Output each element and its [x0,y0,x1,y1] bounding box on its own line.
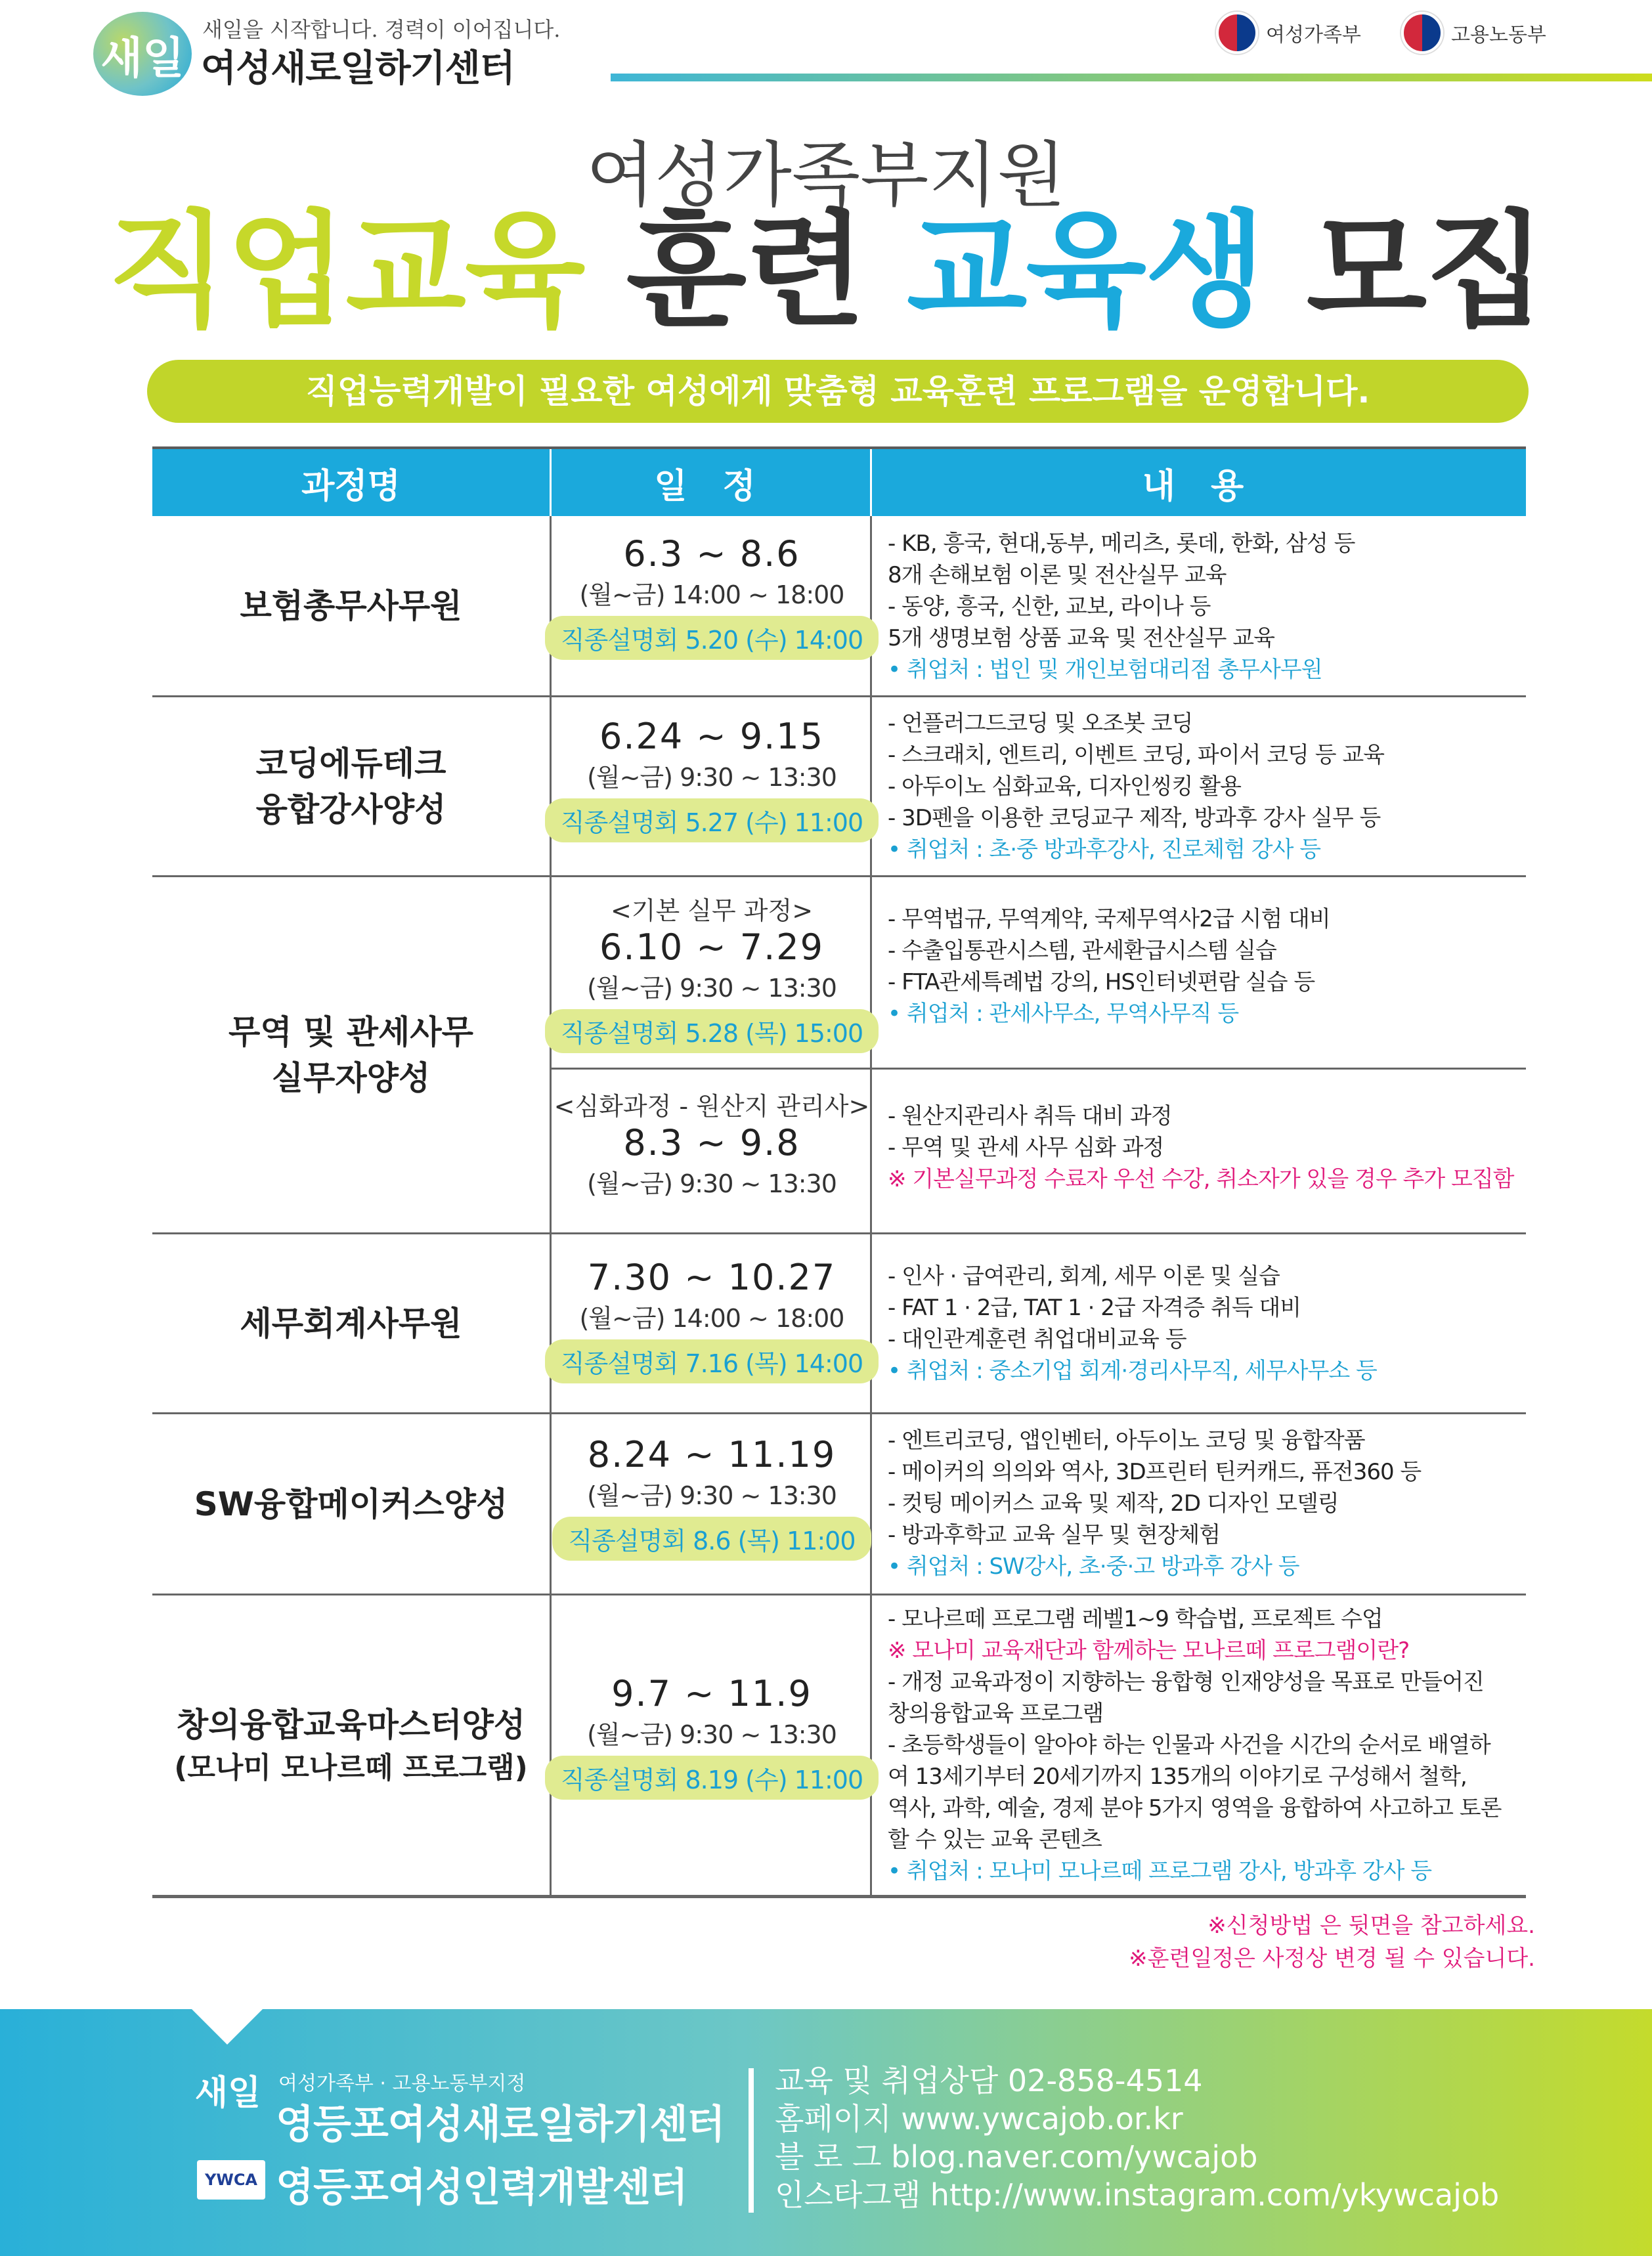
contact-phone: 교육 및 취업상담 02-858-4514 [775,2063,1203,2098]
content-line: 여 13세기부터 20세기까지 135개의 이야기로 구성해서 철학, [888,1764,1467,1790]
sub-course-label: <심화과정 - 원산지 관리사> [554,1092,870,1121]
schedule-cell [552,877,872,1232]
content-line: - 개정 교육과정이 지향하는 융합형 인재양성을 목표로 만들어진 [888,1669,1484,1695]
contact-blog[interactable]: 블 로 그 blog.naver.com/ywcajob [775,2139,1258,2175]
info-session-badge: 직종설명회 5.28 (목) 15:00 [545,1009,879,1053]
course-dates: 6.3 ~ 8.6 [623,533,800,575]
content-line: - 원산지관리사 취득 대비 과정 [888,1103,1172,1129]
course-name: 실무자양성 [271,1058,431,1097]
intro-banner: 직업능력개발이 필요한 여성에게 맞춤형 교육훈련 프로그램을 운영합니다. [147,360,1529,423]
contact-homepage[interactable]: 홈페이지 www.ywcajob.or.kr [775,2101,1183,2137]
info-session-badge: 직종설명회 5.20 (수) 14:00 [545,616,879,660]
info-session-badge: 직종설명회 5.27 (수) 11:00 [545,798,879,842]
job-placement: • 취업처 : 법인 및 개인보험대리점 총무사무원 [888,657,1322,683]
headline [0,198,1652,343]
priority-note: ※ 기본실무과정 수료자 우선 수강, 취소자가 있을 경우 추가 모집함 [888,1166,1514,1192]
header-accent-line [611,74,1652,81]
content-lines-basic [888,903,1518,1030]
content-line: - 방과후학교 교육 실무 및 현장체험 [888,1522,1221,1548]
course-time: (월~금) 9:30 ~ 13:30 [587,763,837,792]
schedule-advanced [552,1086,872,1200]
course-time: (월~금) 14:00 ~ 18:00 [579,1304,844,1333]
content-line: - 아두이노 심화교육, 디자인씽킹 활용 [888,773,1241,800]
schedule-cell [552,1414,872,1594]
content-cell [872,1414,1526,1594]
table-row [152,1595,1526,1895]
center-name: 여성새로일하기센터 [201,47,515,90]
footer-notch [192,2009,263,2045]
contact-instagram[interactable]: 인스타그램 http://www.instagram.com/ykywcajob [775,2177,1500,2213]
ministry-gender-equality [1216,12,1361,54]
header-content: 내 용 [1142,466,1256,506]
schedule-basic [552,890,872,1053]
content-line: - 수출입통관시스템, 관세환급시스템 실습 [888,938,1276,964]
course-name: 코딩에듀테크 [255,744,446,783]
headline-part1: 직업교육 [107,198,584,343]
content-line: - 동양, 흥국, 신한, 교보, 라이나 등 [888,594,1211,620]
job-placement: • 취업처 : 모나미 모나르떼 프로그램 강사, 방과후 강사 등 [888,1858,1432,1884]
schedule [552,716,872,842]
headline-part4: 모집 [1306,198,1545,343]
sub-course-label: <기본 실무 과정> [610,896,814,925]
course-name: 세무회계사무원 [240,1304,462,1343]
content-line: - 3D펜을 이용한 코딩교구 제작, 방과후 강사 실무 등 [888,805,1381,831]
content-line: - 스크래치, 엔트리, 이벤트 코딩, 파이서 코딩 등 교육 [888,742,1385,768]
course-name: 보험총무사무원 [240,586,462,625]
course-name: SW융합메이커스양성 [194,1485,508,1523]
table-row [152,516,1526,697]
table-header [152,446,1526,516]
job-placement: • 취업처 : 관세사무소, 무역사무직 등 [888,1001,1239,1027]
content-lines [888,1425,1518,1582]
content-lines-advanced [888,1100,1518,1195]
content-line: - 모나르떼 프로그램 레벨1~9 학습법, 프로젝트 수업 [888,1606,1383,1632]
course-name: 무역 및 관세사무 [228,1012,473,1051]
content-cell [872,1234,1526,1412]
taegeuk-emblem-icon [1216,12,1258,54]
table-row [152,697,1526,877]
content-lines [888,1603,1518,1887]
course-time: (월~금) 9:30 ~ 13:30 [587,1481,837,1510]
table-row [152,1234,1526,1414]
footer-org2-name: 영등포여성인력개발센터 [276,2165,687,2211]
course-name-cell [152,1595,552,1895]
content-line: - 초등학생들이 알아야 하는 인물과 사건을 시간의 순서로 배열하 [888,1732,1490,1758]
content-line: - 컷팅 메이커스 교육 및 제작, 2D 디자인 모델링 [888,1490,1339,1517]
program-note: ※ 모나미 교육재단과 함께하는 모나르떼 프로그램이란? [888,1638,1410,1664]
content-line: - 메이커의 의의와 역사, 3D프린터 틴커캐드, 퓨전360 등 [888,1459,1422,1485]
content-lines [888,528,1518,685]
schedule-cell [552,697,872,875]
course-dates: 6.10 ~ 7.29 [599,926,825,968]
course-dates: 6.24 ~ 9.15 [599,716,825,757]
footer-saeil-logo: 새일 [194,2072,261,2113]
tagline: 새일을 시작합니다. 경력이 이어집니다. [202,17,561,42]
schedule-cell [552,1595,872,1895]
footer-contacts [775,2062,1499,2214]
footer-divider [749,2068,754,2213]
job-placement: • 취업처 : 중소기업 회계·경리사무직, 세무사무소 등 [888,1358,1377,1384]
content-lines [888,708,1518,865]
schedule-cell [552,1234,872,1412]
schedule [552,1257,872,1383]
footer-org-designation: 여성가족부 · 고용노동부지정 [278,2072,526,2095]
content-line: 역사, 과학, 예술, 경제 분야 5가지 영역을 융합하여 사고하고 토론 [888,1795,1502,1821]
content-lines [888,1261,1518,1387]
schedule [552,533,872,660]
table-row [152,1414,1526,1595]
footnote: ※훈련일정은 사정상 변경 될 수 있습니다. [1129,1945,1535,1972]
content-line: - 대인관계훈련 취업대비교육 등 [888,1326,1186,1353]
table-row [152,877,1526,1234]
course-name: 창의융합교육마스터양성 [176,1706,526,1745]
schedule-cell [552,516,872,695]
info-session-badge: 직종설명회 8.6 (목) 11:00 [552,1517,871,1561]
job-placement: • 취업처 : SW강사, 초·중·고 방과후 강사 등 [888,1553,1299,1580]
content-cell [872,516,1526,695]
course-name-sub: (모나미 모나르떼 프로그램) [174,1751,528,1785]
course-dates: 9.7 ~ 11.9 [611,1673,812,1714]
course-time: (월~금) 14:00 ~ 18:00 [579,580,844,609]
header-schedule: 일 정 [552,449,872,516]
schedule [552,1673,872,1800]
course-name: 융합강사양성 [255,790,446,829]
content-cell [872,877,1526,1232]
content-cell [872,1595,1526,1895]
content-line: 할 수 있는 교육 콘텐츠 [888,1827,1102,1853]
course-time: (월~금) 9:30 ~ 13:30 [587,974,837,1003]
footer-org-name: 영등포여성새로일하기센터 [276,2102,725,2148]
course-name-cell [152,1414,552,1594]
course-time: (월~금) 9:30 ~ 13:30 [587,1169,837,1198]
content-line: 창의융합교육 프로그램 [888,1701,1104,1727]
taegeuk-emblem-icon [1401,12,1443,54]
headline-part2: 훈련 [626,198,865,343]
content-line: 5개 생명보험 상품 교육 및 전산실무 교육 [888,625,1274,651]
headline-part3: 교육생 [906,198,1265,343]
content-line: - 무역 및 관세 사무 심화 과정 [888,1135,1164,1161]
header-course-name: 과정명 [152,449,552,516]
ministry-label: 여성가족부 [1266,24,1361,47]
course-name-cell [152,877,552,1232]
ministry-label: 고용노동부 [1451,24,1546,47]
content-line: - FAT 1 · 2급, TAT 1 · 2급 자격증 취득 대비 [888,1295,1301,1321]
saeil-logo-text: 새일 [100,32,185,83]
course-dates: 8.3 ~ 9.8 [623,1122,800,1163]
content-line: - KB, 흥국, 현대,동부, 메리츠, 롯데, 한화, 삼성 등 [888,531,1355,557]
supertitle: 여성가족부지원 [586,135,1066,217]
content-line: - 엔트리코딩, 앱인벤터, 아두이노 코딩 및 융합작품 [888,1427,1365,1454]
info-session-badge: 직종설명회 8.19 (수) 11:00 [545,1756,879,1800]
info-session-badge: 직종설명회 7.16 (목) 14:00 [545,1339,879,1383]
table-bottom-rule [152,1895,1526,1898]
course-name-cell [152,516,552,695]
course-name-cell [152,1234,552,1412]
footnote: ※신청방법 은 뒷면을 참고하세요. [1207,1913,1535,1939]
content-line: - 무역법규, 무역계약, 국제무역사2급 시험 대비 [888,906,1330,932]
content-line: - 인사 · 급여관리, 회계, 세무 이론 및 실습 [888,1263,1280,1290]
content-line: 8개 손해보험 이론 및 전산실무 교육 [888,562,1227,588]
content-line: - FTA관세특례법 강의, HS인터넷편람 실습 등 [888,969,1315,995]
course-time: (월~금) 9:30 ~ 13:30 [587,1720,837,1749]
ywca-logo: YWCA [197,2160,265,2200]
ministry-labor [1401,12,1546,54]
job-placement: • 취업처 : 초·중 방과후강사, 진로체험 강사 등 [888,836,1321,863]
course-name-cell [152,697,552,875]
schedule [552,1434,872,1561]
course-dates: 8.24 ~ 11.19 [587,1434,837,1475]
content-cell [872,697,1526,875]
footnotes [1129,1909,1535,1975]
content-line: - 언플러그드코딩 및 오조봇 코딩 [888,710,1193,737]
course-dates: 7.30 ~ 10.27 [587,1257,837,1298]
